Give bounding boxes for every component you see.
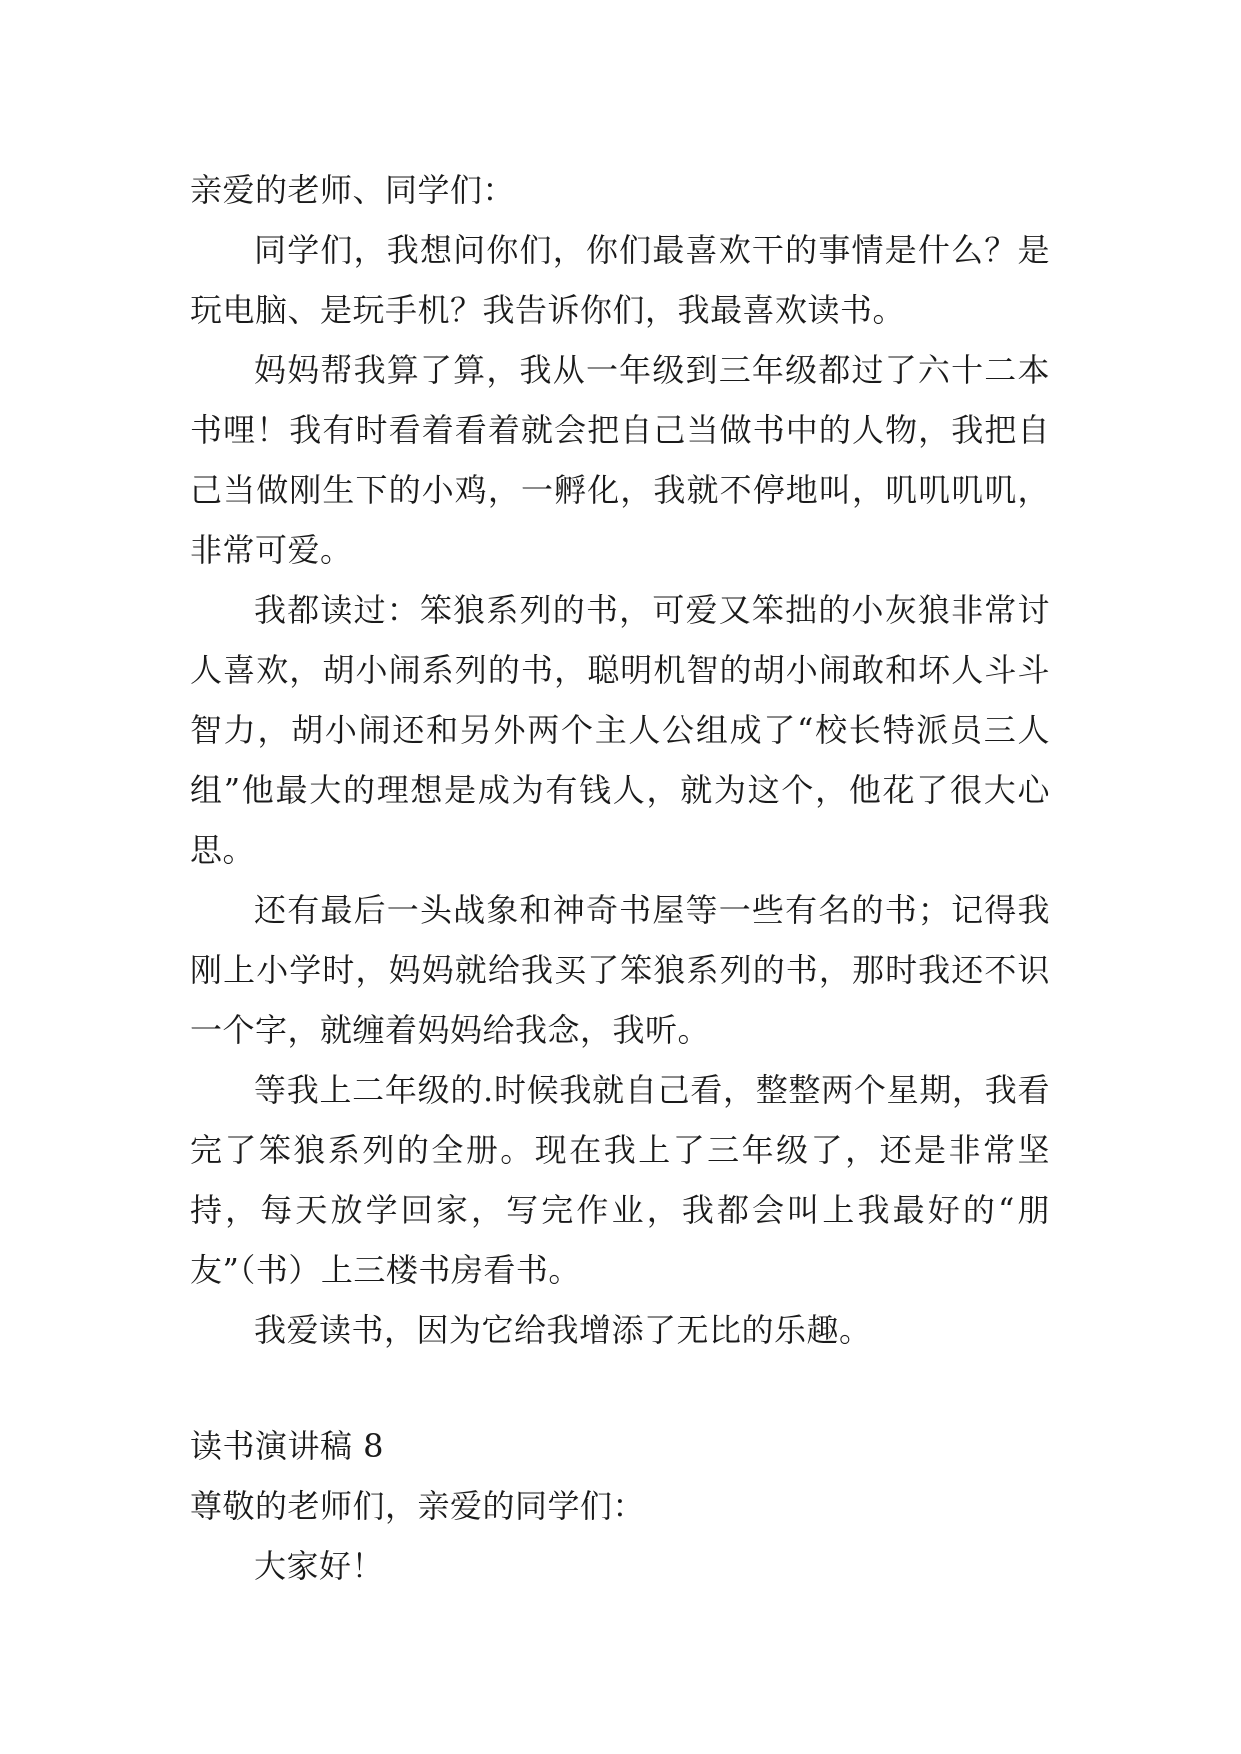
greeting: 大家好！ (254, 1547, 385, 1585)
paragraph-1: 同学们，我想问你们，你们最喜欢干的事情是什么？是玩电脑、是玩手机？我告诉你们，我最喜欢读书。 (190, 231, 1050, 329)
paragraph-3: 我都读过：笨狼系列的书，可爱又笨拙的小灰狼非常讨人喜欢，胡小闹系列的书，聪明机智的胡小闹敢和坏人斗斗智力，胡小闹还和另外两个主人公组成了“校长特派员三人组”他最大的理想是成为有钱人，就为这个，他花了很大心思。 (190, 591, 1050, 869)
document-body (190, 160, 1050, 1596)
next-salutation: 尊敬的老师们，亲爱的同学们： (190, 1487, 646, 1525)
paragraph-4: 还有最后一头战象和神奇书屋等一些有名的书；记得我刚上小学时，妈妈就给我买了笨狼系列的书，那时我还不识一个字，就缠着妈妈给我念，我听。 (190, 891, 1050, 1049)
paragraph-5: 等我上二年级的.时候我就自己看，整整两个星期，我看完了笨狼系列的全册。现在我上了三年级了，还是非常坚持，每天放学回家，写完作业，我都会叫上我最好的“朋友”（书）上三楼书房看书。 (190, 1071, 1050, 1289)
section-title: 读书演讲稿 8 (190, 1427, 385, 1465)
section-gap (190, 1360, 1050, 1416)
paragraph-2: 妈妈帮我算了算，我从一年级到三年级都过了六十二本书哩！我有时看着看着就会把自己当做书中的人物，我把自己当做刚生下的小鸡，一孵化，我就不停地叫，叽叽叽叽，非常可爱。 (190, 351, 1050, 569)
salutation: 亲爱的老师、同学们： (190, 171, 516, 209)
paragraph-6: 我爱读书，因为它给我增添了无比的乐趣。 (254, 1311, 872, 1349)
